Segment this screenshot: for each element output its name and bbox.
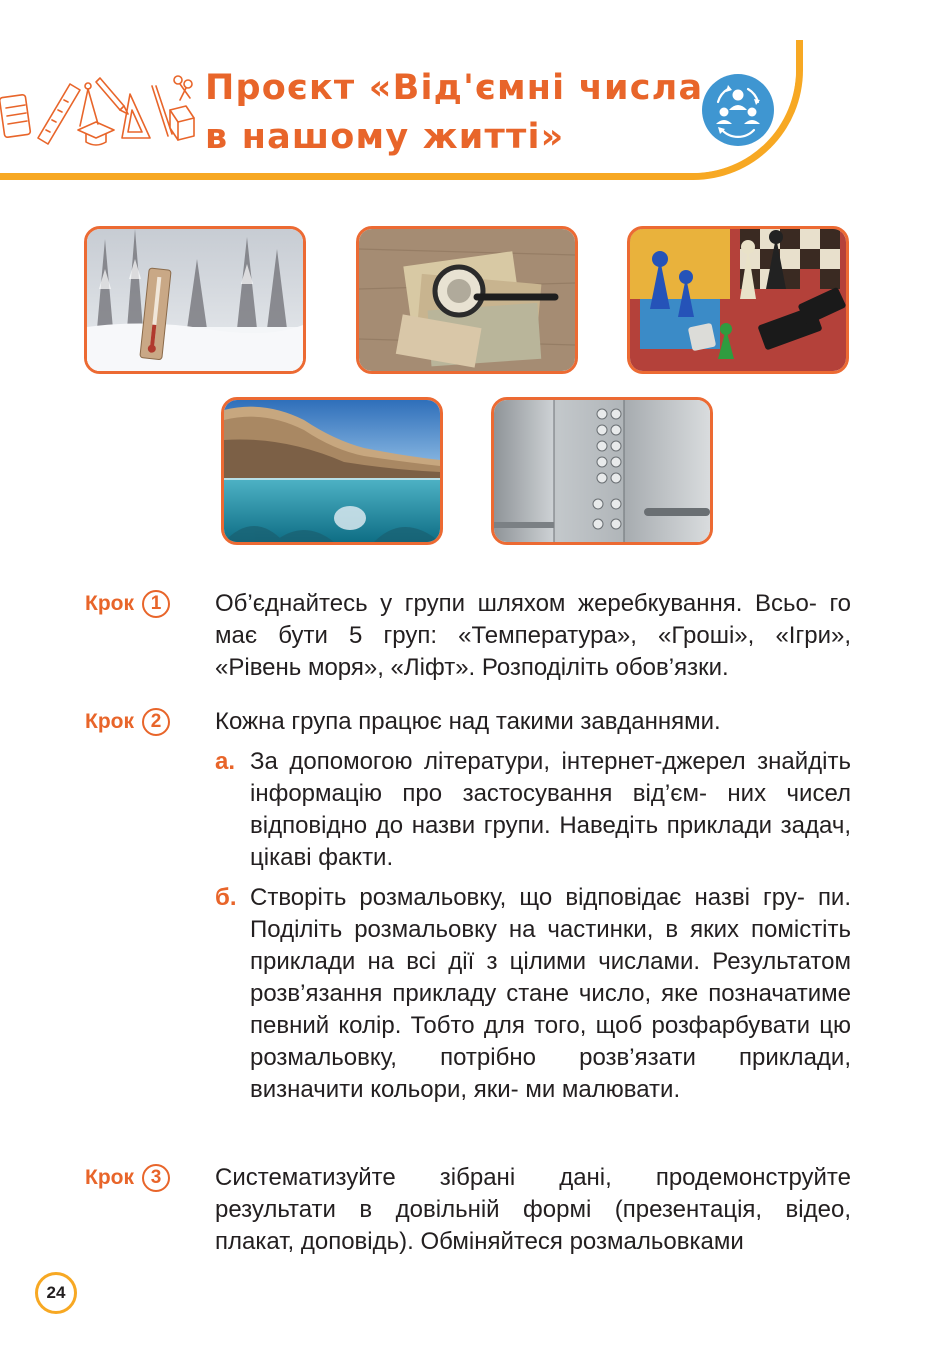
elevator-buttons-photo [491, 397, 713, 545]
task-a-line-3: них чисел відповідно до назви групи. Наведіть [250, 780, 852, 839]
step-2-number: 2 [142, 708, 170, 736]
step-1-line-3: «Рівень моря», «Ліфт». Розподіліть обов’язки. [215, 654, 729, 681]
snow-thermometer-photo [84, 226, 306, 374]
task-b-line-2: пи. Поділіть розмальовку на частинки, в яких [250, 884, 852, 943]
step-2-word: Крок [85, 710, 134, 733]
task-b-line-3: помістіть приклади на всі дії з цілими числами. [250, 916, 852, 975]
step-1-text [215, 588, 851, 684]
step-3-word: Крок [85, 1166, 134, 1189]
page-title [205, 64, 703, 162]
step-2-intro: Кожна група працює над такими завданнями. [215, 708, 721, 735]
step-3-line-3: плакат, доповідь). Обміняйтеся розмальовками [215, 1228, 744, 1255]
step-1-line-1: Об’єднайтесь у групи шляхом жеребкування. Всьо- [215, 590, 817, 617]
step-1-line-2: го має бути 5 груп: «Температура», «Гроші», «Ігри», [215, 590, 852, 649]
board-games-photo [627, 226, 849, 374]
task-b-line-4: Результатом розв’язання прикладу стане число, [250, 948, 851, 1007]
task-b-marker: б. [215, 884, 237, 911]
step-3-line-1: Систематизуйте зібрані дані, продемонструйте [215, 1164, 851, 1191]
task-b-line-7: розв’язати приклади, визначити кольори, яки- [250, 1044, 851, 1103]
page-number: 24 [35, 1272, 77, 1314]
task-a-text [250, 746, 851, 874]
step-2-label [85, 708, 170, 736]
money-magnifier-photo [356, 226, 578, 374]
task-b-line-5: яке позначатиме певний колір. Тобто для того, [250, 980, 851, 1039]
step-1-word: Крок [85, 592, 134, 615]
task-b-line-1: Створіть розмальовку, що відповідає назві гру- [250, 884, 805, 911]
task-a-line-4: приклади задач, цікаві факти. [250, 812, 852, 871]
task-a-line-1: За допомогою літератури, інтернет-джерел [250, 748, 746, 775]
step-1-number: 1 [142, 590, 170, 618]
step-3-text [215, 1162, 851, 1258]
title-line-1: Проєкт «Від'ємні числа [205, 68, 704, 108]
task-b-line-8: ми малювати. [525, 1076, 681, 1103]
group-work-icon [702, 74, 774, 146]
task-b-line-6: щоб розфарбувати цю розмальовку, потрібно [250, 1012, 852, 1071]
school-supplies-doodle-icon [0, 66, 196, 154]
step-3-number: 3 [142, 1164, 170, 1192]
task-a-marker: а. [215, 748, 236, 775]
step-3-label [85, 1164, 170, 1192]
title-line-2: в нашому житті» [205, 117, 565, 157]
sea-level-photo [221, 397, 443, 545]
step-3-line-2: результати в довільній формі (презентація, відео, [215, 1196, 851, 1223]
task-a-line-2: знайдіть інформацію про застосування від’єм- [250, 748, 851, 807]
task-b-text [250, 882, 851, 1106]
step-1-label [85, 590, 170, 618]
